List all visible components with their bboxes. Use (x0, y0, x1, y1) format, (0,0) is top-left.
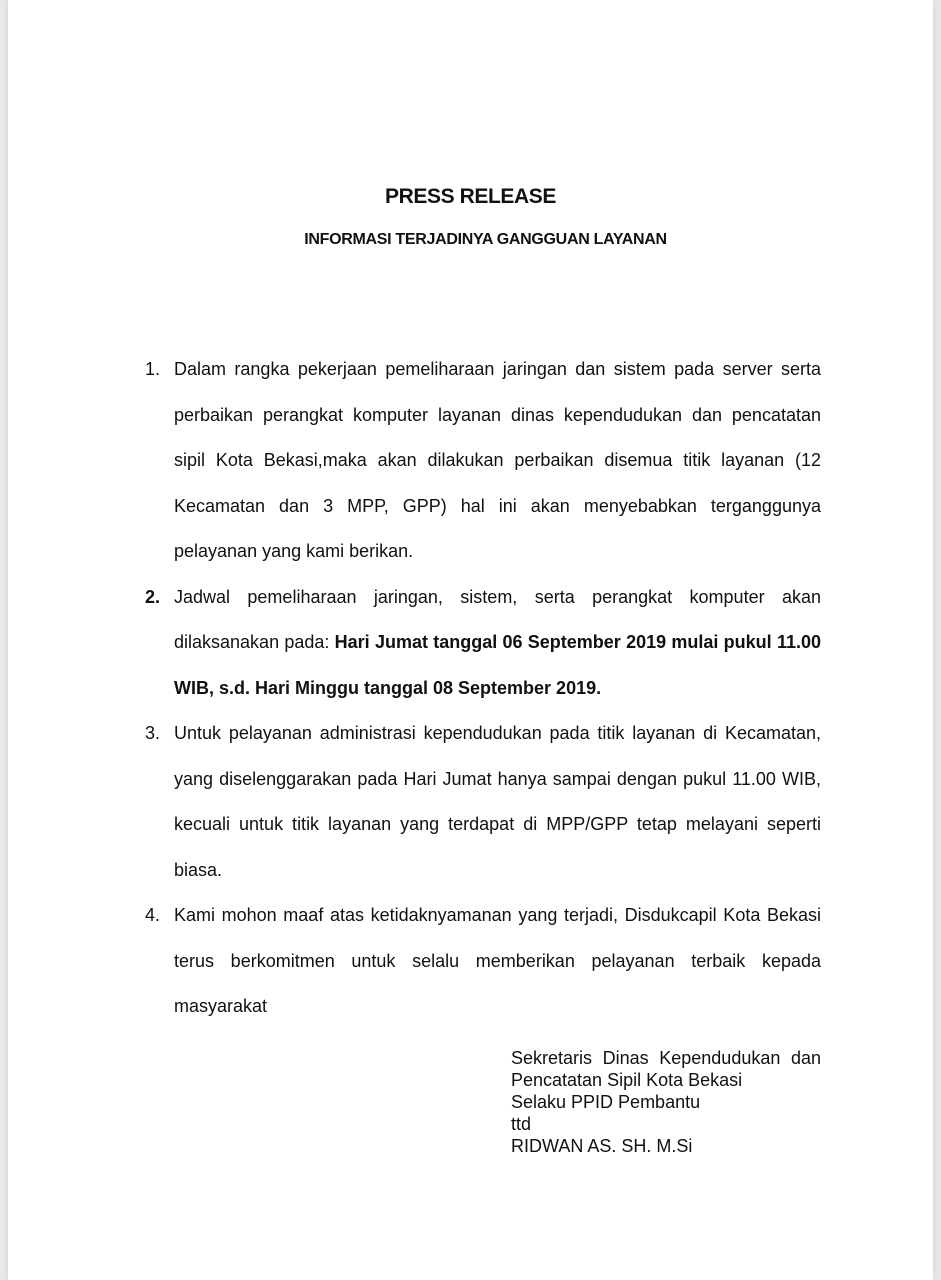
document-title: PRESS RELEASE (384, 185, 556, 208)
schedule-emphasis: Hari Jumat tanggal 06 September 2019 mulai pukul 11.00 WIB, s.d. Hari Minggu tanggal 08 September 2019. (174, 632, 821, 698)
document-subtitle: INFORMASI TERJADINYA GANGGUAN LAYANAN (304, 231, 667, 248)
list-item (145, 575, 821, 712)
signature-ttd: ttd (511, 1114, 532, 1134)
list-item (145, 893, 821, 1030)
item-number: 1. (145, 359, 161, 379)
item-number: 2. (145, 586, 161, 607)
signature-position: Sekretaris Dinas Kependudukan dan (511, 1048, 821, 1068)
item-text: Jadwal pemeliharaan jaringan, sistem, serta perangkat komputer akan dilaksanakan pada: (174, 586, 821, 652)
item-text: Kami mohon maaf atas ketidaknyamanan yang terjadi, Disdukcapil Kota Bekasi terus berkomitmen untuk selalu memberikan pelayanan terbaik kepada masyarakat (174, 905, 821, 1016)
signature-office: Pencatatan Sipil Kota Bekasi (511, 1070, 743, 1090)
list-item (145, 711, 821, 893)
item-text: Dalam rangka pekerjaan pemeliharaan jaringan dan sistem pada server serta perbaikan perangkat komputer layanan dinas kependudukan dan pencatatan sipil Kota Bekasi,maka akan dilakukan perbaikan disemua titik layanan (12 Kecamatan dan 3 MPP, GPP) hal ini akan menyebabkan terganggunya pelayanan yang kami berikan. (174, 359, 821, 561)
item-number: 3. (145, 723, 161, 743)
list-item (145, 347, 821, 575)
signatory-name: RIDWAN AS. SH. M.Si (511, 1136, 693, 1156)
announcement-list (145, 347, 821, 1030)
item-number: 4. (145, 905, 161, 925)
signature-block (511, 1047, 821, 1157)
item-text: Untuk pelayanan administrasi kependudukan pada titik layanan di Kecamatan, yang diselenggarakan pada Hari Jumat hanya sampai dengan pukul 11.00 WIB, kecuali untuk titik layanan yang terdapat di MPP/GPP tetap melayani seperti biasa. (174, 723, 821, 880)
signature-role: Selaku PPID Pembantu (511, 1092, 701, 1112)
